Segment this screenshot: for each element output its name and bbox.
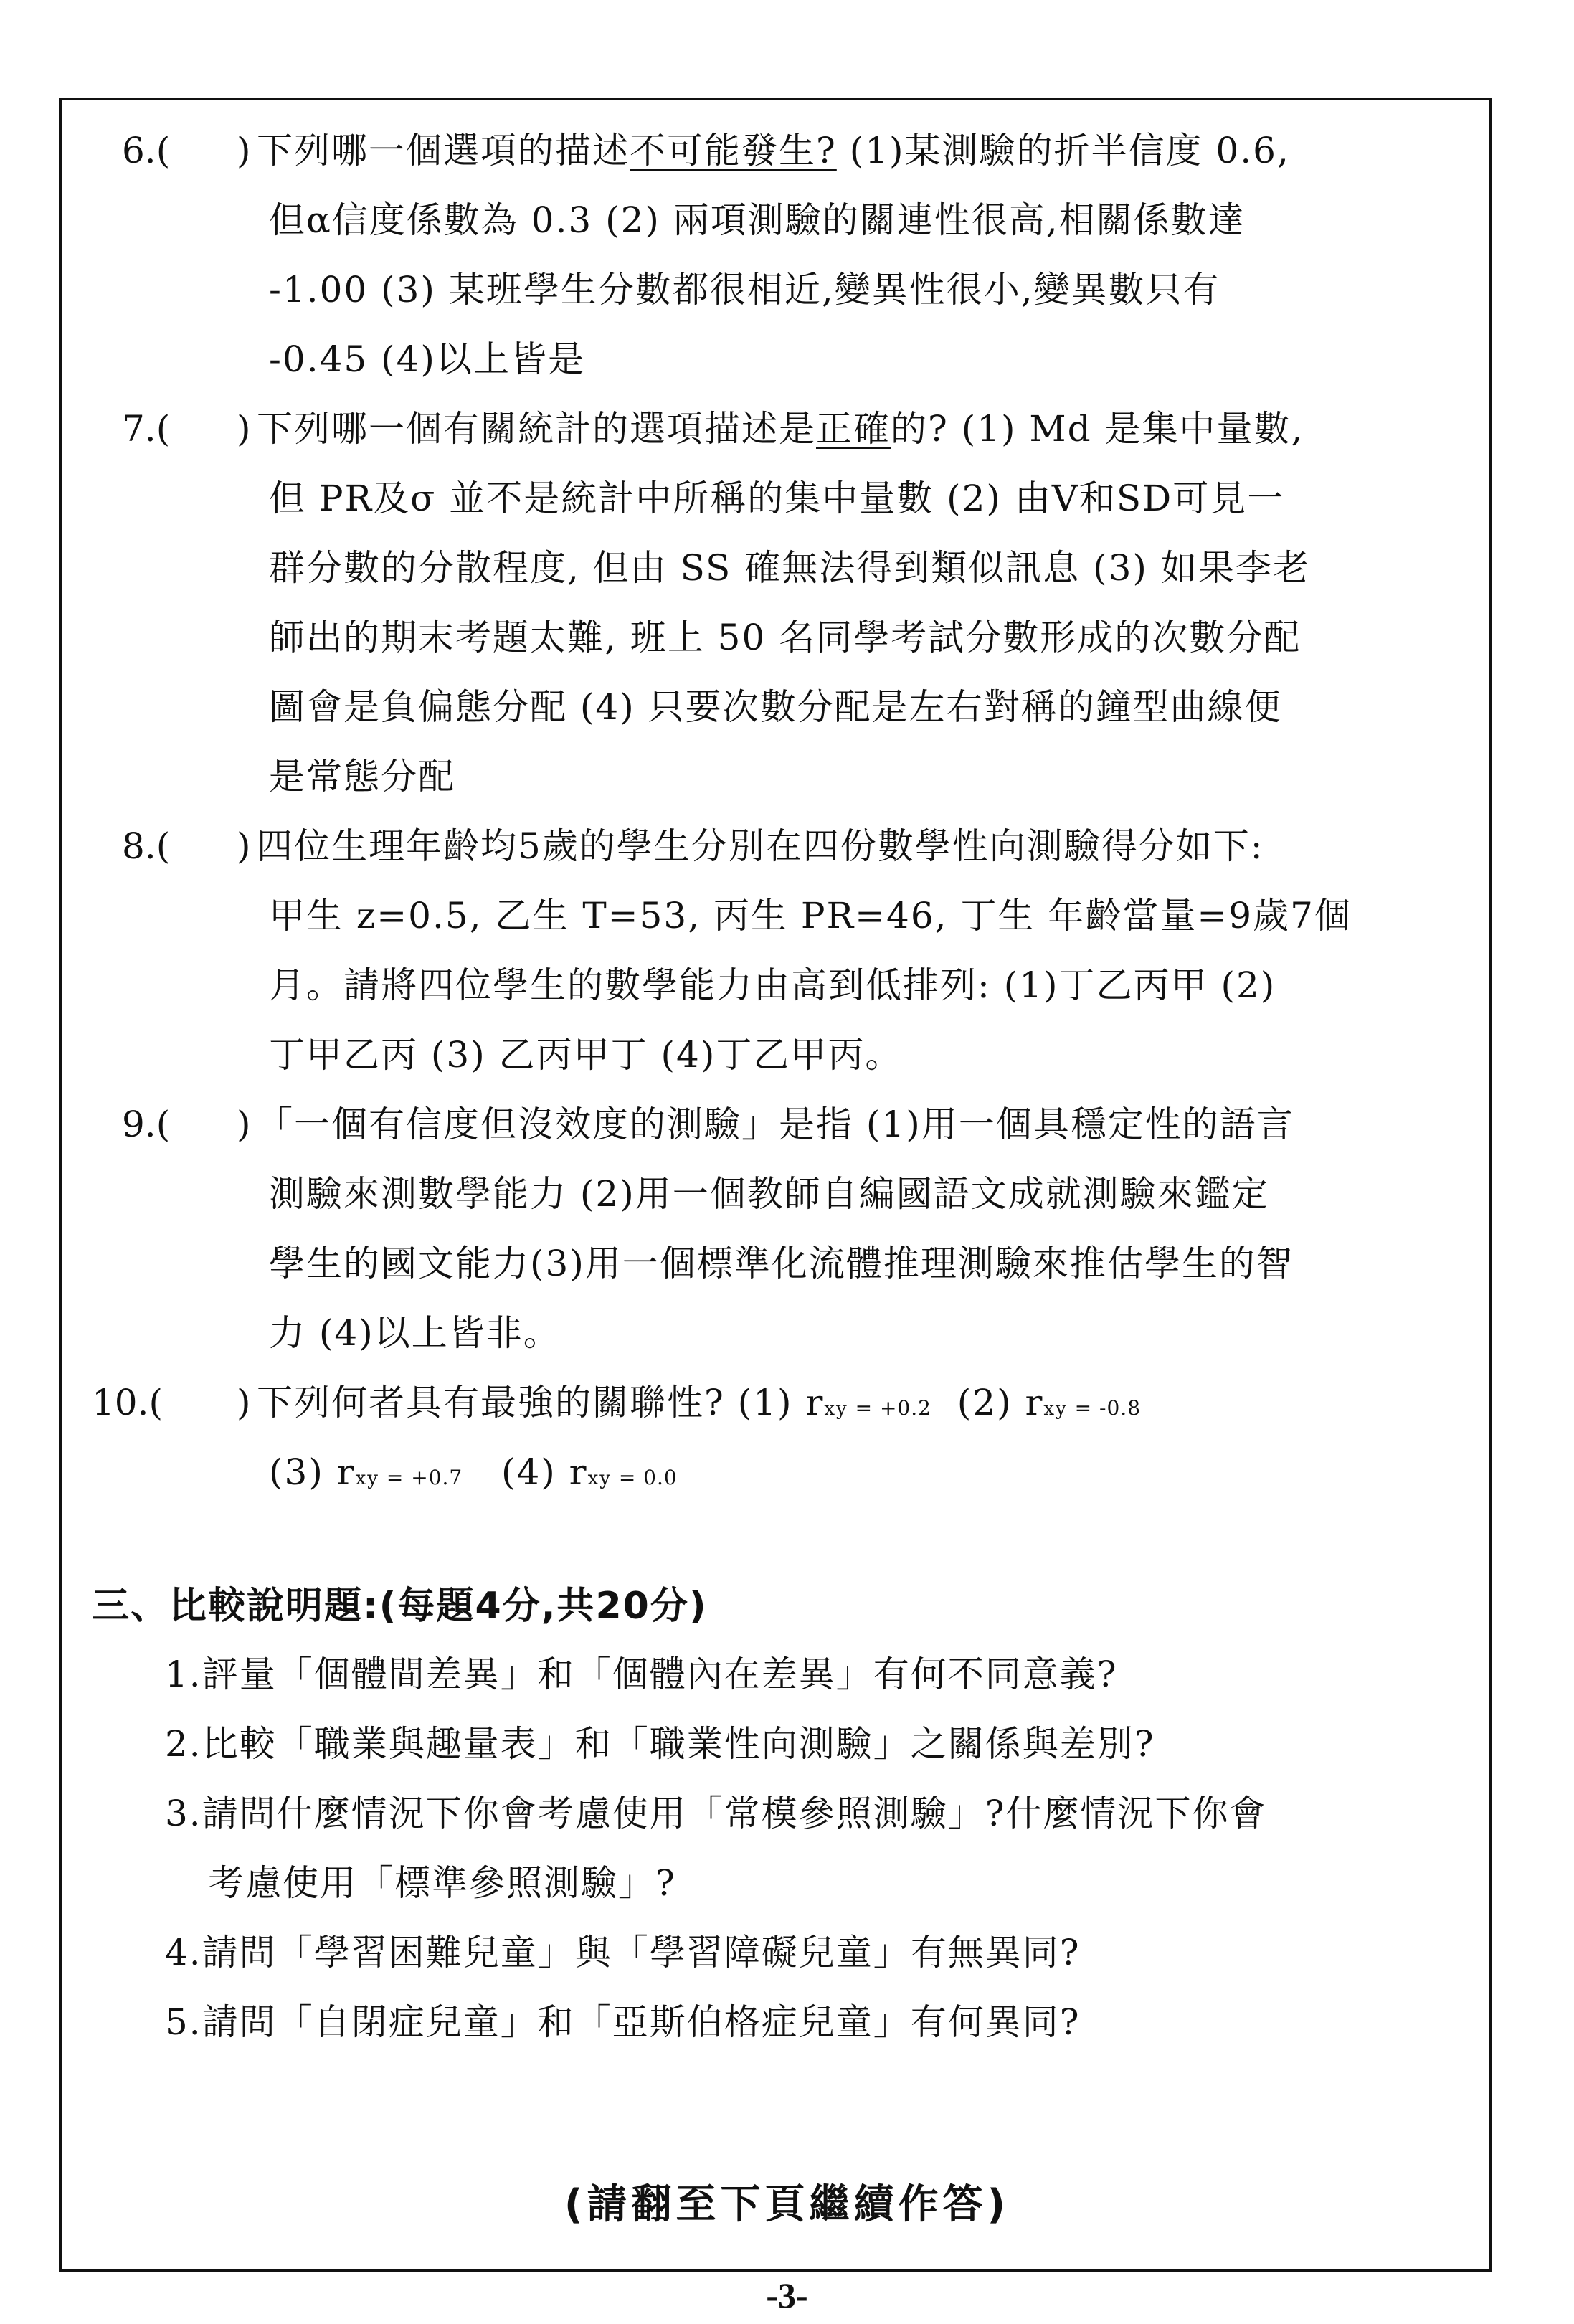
question-9-line-3: 學生的國文能力(3)用一個標準化流體推理測驗來推估學生的智 (269, 1243, 1294, 1284)
question-9-line-1: 「一個有信度但沒效度的測驗」是指 (1)用一個具穩定性的語言 (257, 1104, 1294, 1145)
question-9-number: 9.( (122, 1104, 171, 1145)
section-3-item-3-continued: 考慮使用「標準參照測驗」? (208, 1862, 676, 1904)
answer-paren: ) (237, 825, 251, 867)
section-3-item-1: 1.評量「個體間差異」和「個體內在差異」有何不同意義? (165, 1654, 1118, 1695)
question-7-emphasis: 正確 (816, 408, 891, 450)
answer-paren: ) (237, 130, 251, 171)
option-2: (2) rxy = -0.8 (957, 1382, 1142, 1423)
question-10-line-1 (257, 1381, 1141, 1431)
question-7-line-2: 但 PR及σ 並不是統計中所稱的集中量數 (2) 由V和SD可見一 (269, 478, 1285, 519)
answer-paren: ) (237, 1104, 251, 1145)
question-6-emphasis: 不可能發生? (630, 130, 837, 171)
option-1: (1) rxy = +0.2 (737, 1382, 931, 1423)
question-7-line-4: 師出的期末考題太難, 班上 50 名同學考試分數形成的次數分配 (269, 617, 1302, 658)
continue-note: (請翻至下頁繼續作答) (564, 2181, 1010, 2228)
section-3-item-2: 2.比較「職業與趣量表」和「職業性向測驗」之關係與差別? (165, 1723, 1155, 1765)
question-6-text: 下列哪一個選項的描述 (257, 130, 630, 171)
question-6-line-4: -0.45 (4)以上皆是 (269, 338, 585, 380)
question-6-line-1 (257, 129, 1290, 172)
section-title: 三、比較說明題:(每題4分,共20分) (92, 1585, 708, 1628)
question-6-line-2: 但α信度係數為 0.3 (2) 兩項測驗的關連性很高,相關係數達 (269, 199, 1246, 241)
question-6-option-1: (1)某測驗的折半信度 0.6, (836, 130, 1290, 171)
page-number: -3- (766, 2275, 808, 2315)
answer-paren: ) (237, 408, 251, 450)
question-7-text: 下列哪一個有關統計的選項描述是 (257, 408, 816, 450)
section-3-item-3: 3.請問什麼情況下你會考慮使用「常模參照測驗」?什麼情況下你會 (165, 1793, 1267, 1834)
question-8-line-2: 甲生 z=0.5, 乙生 T=53, 丙生 PR=46, 丁生 年齡當量=9歲7個 (269, 895, 1352, 936)
question-10-line-2 (269, 1451, 678, 1500)
question-10-number: 10.( (92, 1382, 163, 1423)
question-9-line-2: 測驗來測數學能力 (2)用一個教師自編國語文成就測驗來鑑定 (269, 1173, 1269, 1215)
question-10-text: 下列何者具有最強的關聯性? (257, 1382, 725, 1423)
question-8-line-3: 月。請將四位學生的數學能力由高到低排列: (1)丁乙丙甲 (2) (269, 964, 1276, 1006)
option-3: (3) rxy = +0.7 (269, 1451, 463, 1493)
question-6-line-3: -1.00 (3) 某班學生分數都很相近,變異性很小,變異數只有 (269, 269, 1220, 310)
question-7-line-6: 是常態分配 (269, 756, 455, 797)
question-8-line-1: 四位生理年齡均5歲的學生分別在四份數學性向測驗得分如下: (257, 825, 1264, 867)
section-3-item-5: 5.請問「自閉症兒童」和「亞斯伯格症兒童」有何異同? (165, 2001, 1081, 2043)
option-4: (4) rxy = 0.0 (501, 1451, 678, 1493)
question-8-line-4: 丁甲乙丙 (3) 乙丙甲丁 (4)丁乙甲丙。 (269, 1034, 903, 1076)
question-7-line-3: 群分數的分散程度, 但由 SS 確無法得到類似訊息 (3) 如果李老 (269, 547, 1310, 589)
question-7-option-1: 的? (1) Md 是集中量數, (891, 408, 1304, 450)
question-9-line-4: 力 (4)以上皆非。 (269, 1312, 561, 1354)
question-6-number: 6.( (122, 130, 171, 171)
question-8-number: 8.( (122, 825, 171, 867)
question-7-line-1 (257, 407, 1304, 450)
answer-paren: ) (237, 1382, 251, 1423)
question-7-line-5: 圖會是負偏態分配 (4) 只要次數分配是左右對稱的鐘型曲線便 (269, 686, 1282, 728)
question-7-number: 7.( (122, 408, 171, 450)
section-3-item-4: 4.請問「學習困難兒童」與「學習障礙兒童」有無異同? (165, 1932, 1081, 1973)
